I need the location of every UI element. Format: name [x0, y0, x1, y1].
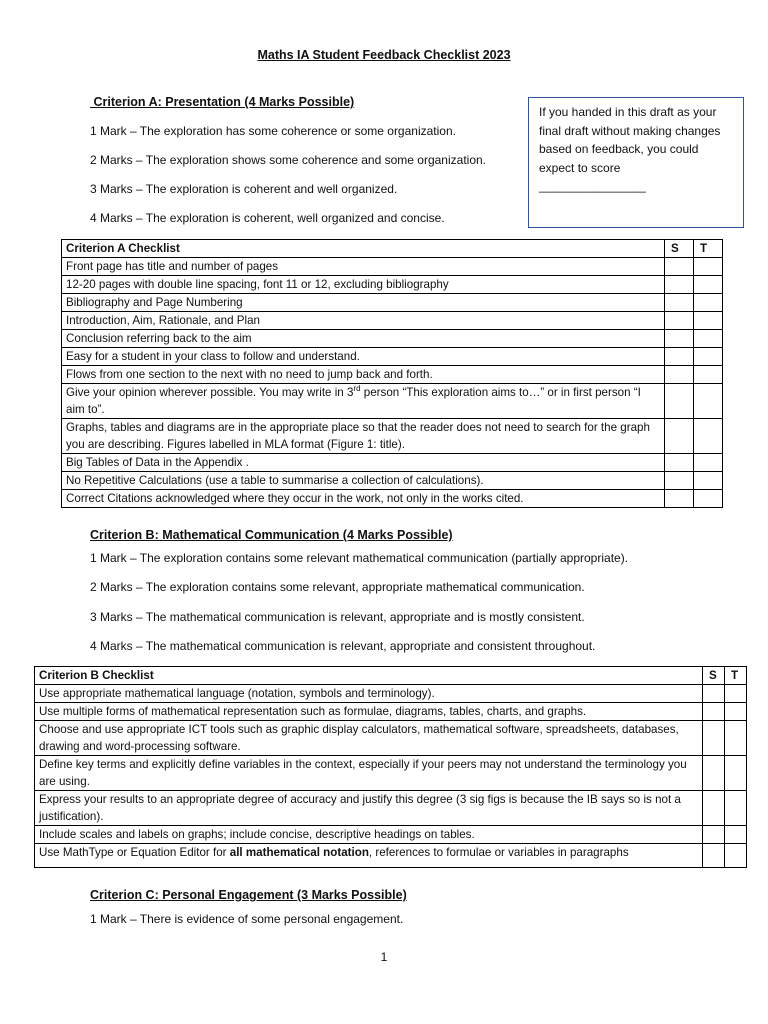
- criterion-b-heading: Criterion B: Mathematical Communication (4 Marks Possible): [90, 528, 453, 542]
- feedback-box-text: If you handed in this draft as your final draft without making changes based on feedback, you could expect to score: [539, 105, 721, 175]
- t-checkbox[interactable]: [694, 490, 723, 508]
- s-checkbox[interactable]: [665, 330, 694, 348]
- opinion-text-part1: Give your opinion wherever possible. You may write in 3: [66, 386, 354, 399]
- checklist-item: Flows from one section to the next with no need to jump back and forth.: [62, 366, 665, 384]
- checklist-item-opinion: [62, 384, 665, 419]
- table-row: [62, 490, 723, 508]
- checklist-item: No Repetitive Calculations (use a table to summarise a collection of calculations).: [62, 472, 665, 490]
- feedback-score-box: [528, 97, 744, 228]
- t-checkbox[interactable]: [725, 826, 747, 844]
- checklist-item: Express your results to an appropriate degree of accuracy and justify this degree (3 sig figs is because the IB says so is not a justification).: [35, 791, 703, 826]
- criterion-a-heading: Criterion A: Presentation (4 Marks Possible): [90, 95, 355, 109]
- column-s-header: S: [703, 667, 725, 685]
- table-row: [62, 366, 723, 384]
- opinion-superscript: rd: [353, 384, 361, 394]
- criterion-b-mark-1: 1 Mark – The exploration contains some relevant mathematical communication (partially appropriate).: [90, 551, 629, 565]
- table-row: [62, 384, 723, 419]
- criterion-a-mark-4: 4 Marks – The exploration is coherent, well organized and concise.: [90, 211, 445, 225]
- t-checkbox[interactable]: [694, 330, 723, 348]
- table-row: [62, 454, 723, 472]
- criterion-a-mark-2: 2 Marks – The exploration shows some coherence and some organization.: [90, 153, 486, 167]
- checklist-header: Criterion A Checklist: [62, 240, 665, 258]
- s-checkbox[interactable]: [665, 276, 694, 294]
- criterion-b-mark-3: 3 Marks – The mathematical communication is relevant, appropriate and is mostly consistent.: [90, 610, 585, 624]
- checklist-item: Correct Citations acknowledged where they occur in the work, not only in the works cited.: [62, 490, 665, 508]
- criterion-a-checklist-table: [61, 239, 723, 508]
- table-row: [62, 276, 723, 294]
- criterion-a-mark-1: 1 Mark – The exploration has some coherence or some organization.: [90, 124, 456, 138]
- s-checkbox[interactable]: [665, 472, 694, 490]
- t-checkbox[interactable]: [694, 258, 723, 276]
- checklist-item: Use multiple forms of mathematical representation such as formulae, diagrams, tables, charts, and graphs.: [35, 703, 703, 721]
- t-checkbox[interactable]: [694, 312, 723, 330]
- criterion-c-mark-1: 1 Mark – There is evidence of some personal engagement.: [90, 912, 404, 926]
- checklist-item: Big Tables of Data in the Appendix .: [62, 454, 665, 472]
- s-checkbox[interactable]: [703, 685, 725, 703]
- table-row: [35, 844, 747, 868]
- t-checkbox[interactable]: [694, 472, 723, 490]
- mathtype-bold-text: all mathematical notation: [229, 846, 369, 859]
- criterion-a-mark-3: 3 Marks – The exploration is coherent and well organized.: [90, 182, 398, 196]
- t-checkbox[interactable]: [725, 844, 747, 868]
- t-checkbox[interactable]: [694, 294, 723, 312]
- table-row: [35, 791, 747, 826]
- s-checkbox[interactable]: [665, 348, 694, 366]
- s-checkbox[interactable]: [665, 454, 694, 472]
- table-row: [62, 330, 723, 348]
- table-row: [62, 258, 723, 276]
- s-checkbox[interactable]: [703, 703, 725, 721]
- s-checkbox[interactable]: [665, 384, 694, 419]
- checklist-item: Easy for a student in your class to follow and understand.: [62, 348, 665, 366]
- s-checkbox[interactable]: [665, 366, 694, 384]
- checklist-item: Front page has title and number of pages: [62, 258, 665, 276]
- checklist-item: Define key terms and explicitly define variables in the context, especially if your peers may not understand the terminology you are using.: [35, 756, 703, 791]
- checklist-item: Introduction, Aim, Rationale, and Plan: [62, 312, 665, 330]
- opinion-text-part2: person “This exploration aims to…” or in first person “I aim to”.: [66, 386, 641, 416]
- table-row: [35, 703, 747, 721]
- table-row: [62, 294, 723, 312]
- score-blank: ________________: [539, 179, 646, 193]
- table-row: [62, 419, 723, 454]
- s-checkbox[interactable]: [703, 721, 725, 756]
- checklist-item: Include scales and labels on graphs; include concise, descriptive headings on tables.: [35, 826, 703, 844]
- s-checkbox[interactable]: [665, 294, 694, 312]
- s-checkbox[interactable]: [703, 844, 725, 868]
- criterion-b-checklist-table: [34, 666, 747, 868]
- criterion-b-mark-2: 2 Marks – The exploration contains some relevant, appropriate mathematical communication.: [90, 580, 585, 594]
- t-checkbox[interactable]: [725, 721, 747, 756]
- s-checkbox[interactable]: [703, 791, 725, 826]
- table-header-row: [62, 240, 723, 258]
- t-checkbox[interactable]: [725, 703, 747, 721]
- t-checkbox[interactable]: [694, 454, 723, 472]
- checklist-item: 12-20 pages with double line spacing, font 11 or 12, excluding bibliography: [62, 276, 665, 294]
- mathtype-text-part2: , references to formulae or variables in paragraphs: [368, 846, 629, 859]
- table-header-row: [35, 667, 747, 685]
- t-checkbox[interactable]: [725, 756, 747, 791]
- checklist-item: Conclusion referring back to the aim: [62, 330, 665, 348]
- t-checkbox[interactable]: [725, 685, 747, 703]
- column-t-header: T: [725, 667, 747, 685]
- criterion-b-mark-4: 4 Marks – The mathematical communication is relevant, appropriate and consistent throughout.: [90, 639, 596, 653]
- checklist-item: Choose and use appropriate ICT tools such as graphic display calculators, mathematical software, spreadsheets, databases, drawing and word-processing software.: [35, 721, 703, 756]
- table-row: [62, 472, 723, 490]
- table-row: [35, 721, 747, 756]
- s-checkbox[interactable]: [703, 756, 725, 791]
- s-checkbox[interactable]: [703, 826, 725, 844]
- column-s-header: S: [665, 240, 694, 258]
- s-checkbox[interactable]: [665, 419, 694, 454]
- s-checkbox[interactable]: [665, 312, 694, 330]
- checklist-item-mathtype: [35, 844, 703, 868]
- t-checkbox[interactable]: [694, 419, 723, 454]
- t-checkbox[interactable]: [694, 384, 723, 419]
- t-checkbox[interactable]: [694, 348, 723, 366]
- table-row: [35, 685, 747, 703]
- checklist-item: Use appropriate mathematical language (notation, symbols and terminology).: [35, 685, 703, 703]
- t-checkbox[interactable]: [694, 276, 723, 294]
- s-checkbox[interactable]: [665, 490, 694, 508]
- mathtype-text-part1: Use MathType or Equation Editor for: [39, 846, 230, 859]
- page-number: 1: [380, 950, 388, 964]
- table-row: [62, 312, 723, 330]
- table-row: [35, 826, 747, 844]
- t-checkbox[interactable]: [694, 366, 723, 384]
- column-t-header: T: [694, 240, 723, 258]
- checklist-header: Criterion B Checklist: [35, 667, 703, 685]
- table-row: [35, 756, 747, 791]
- table-row: [62, 348, 723, 366]
- criterion-c-heading: Criterion C: Personal Engagement (3 Marks Possible): [90, 888, 407, 902]
- checklist-item: Bibliography and Page Numbering: [62, 294, 665, 312]
- t-checkbox[interactable]: [725, 791, 747, 826]
- checklist-item: Graphs, tables and diagrams are in the appropriate place so that the reader does not need to search for the graph you are describing. Figures labelled in MLA format (Figure 1: title).: [62, 419, 665, 454]
- document-title: Maths IA Student Feedback Checklist 2023: [257, 48, 511, 62]
- s-checkbox[interactable]: [665, 258, 694, 276]
